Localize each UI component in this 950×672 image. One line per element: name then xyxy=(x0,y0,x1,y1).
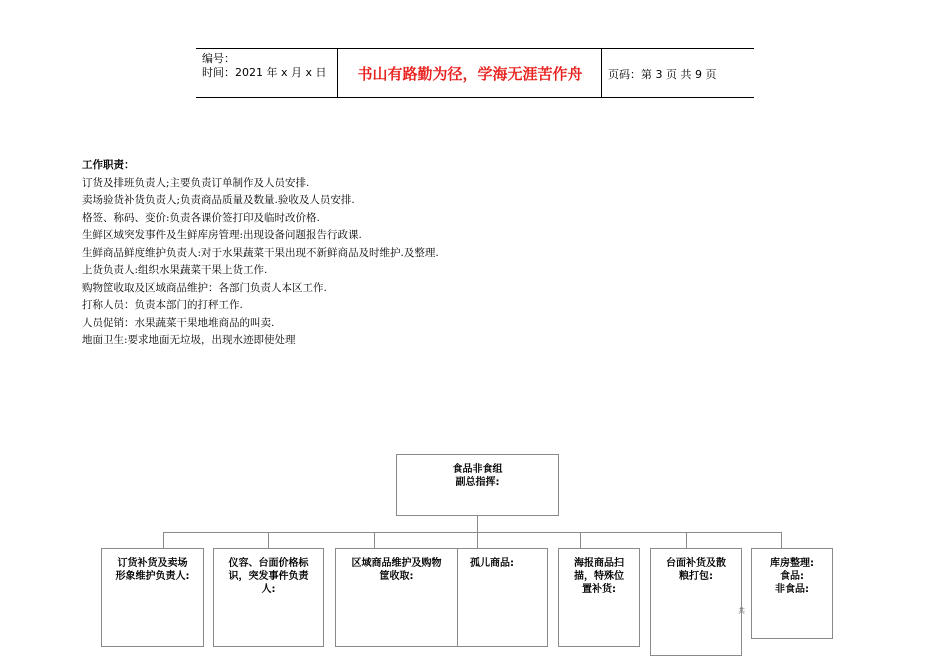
org-top-box: 食品非食组 副总指挥: xyxy=(396,454,559,516)
org-box: 台面补货及散 粮打包: xyxy=(650,548,742,656)
header-left-cell xyxy=(202,52,327,80)
duty-item: 人员促销：水果蔬菜干果地堆商品的叫卖. xyxy=(82,316,275,329)
org-box: 海报商品扫 描，特殊位 置补货: xyxy=(558,548,640,647)
org-box: 区域商品维护及购物 筐收取: xyxy=(335,548,458,647)
page-header xyxy=(196,48,754,98)
number-label: 编号： xyxy=(202,52,235,65)
header-motto: 书山有路勤为径，学海无涯苦作舟 xyxy=(357,65,583,83)
org-box: 仪容、台面价格标 识，突发事件负责 人: xyxy=(213,548,324,647)
duty-item: 生鲜商品鲜度维护负责人:对于水果蔬菜干果出现不新鲜商品及时维护.及整理. xyxy=(82,246,439,259)
duty-item: 地面卫生:要求地面无垃圾，出现水迹即使处理 xyxy=(82,334,296,346)
duties-title: 工作职责： xyxy=(82,159,135,171)
org-bus-line xyxy=(163,532,781,533)
org-connector xyxy=(268,532,269,548)
org-connector xyxy=(580,532,581,548)
time-text: 时间：2021 年 x 月 x 日 xyxy=(202,66,327,79)
org-connector xyxy=(686,532,687,548)
duty-item: 上货负责人:组织水果蔬菜干果上货工作. xyxy=(82,264,268,276)
org-connector xyxy=(781,532,782,548)
duty-item: 生鲜区域突发事件及生鲜库房管理:出现设备问题报告行政课. xyxy=(82,229,362,241)
org-box: 孤儿商品: xyxy=(457,548,548,647)
duties-section xyxy=(82,157,439,350)
org-box: 库房整理: 食品: 非食品: xyxy=(751,548,833,639)
org-connector xyxy=(374,532,375,548)
duty-item: 订货及排班负责人;主要负责订单制作及人员安排. xyxy=(82,176,310,189)
duty-item: 打称人员：负责本部门的打秤工作. xyxy=(82,299,243,311)
duty-item: 购物筐收取及区域商品维护：各部门负责人本区工作. xyxy=(82,281,327,294)
org-connector xyxy=(163,532,164,548)
header-divider xyxy=(601,49,602,97)
duty-item: 卖场验货补货负责人;负责商品质量及数量.验收及人员安排. xyxy=(82,194,355,206)
page-number: 页码：第 3 页 共 9 页 xyxy=(608,68,717,81)
org-box: 订货补货及卖场 形象维护负责人: xyxy=(101,548,204,647)
org-connector xyxy=(477,516,478,532)
stray-char: 共 xyxy=(738,607,745,615)
org-connector xyxy=(477,532,478,548)
duty-item: 格签、称码、变价:负责各课价签打印及临时改价格. xyxy=(82,211,320,224)
